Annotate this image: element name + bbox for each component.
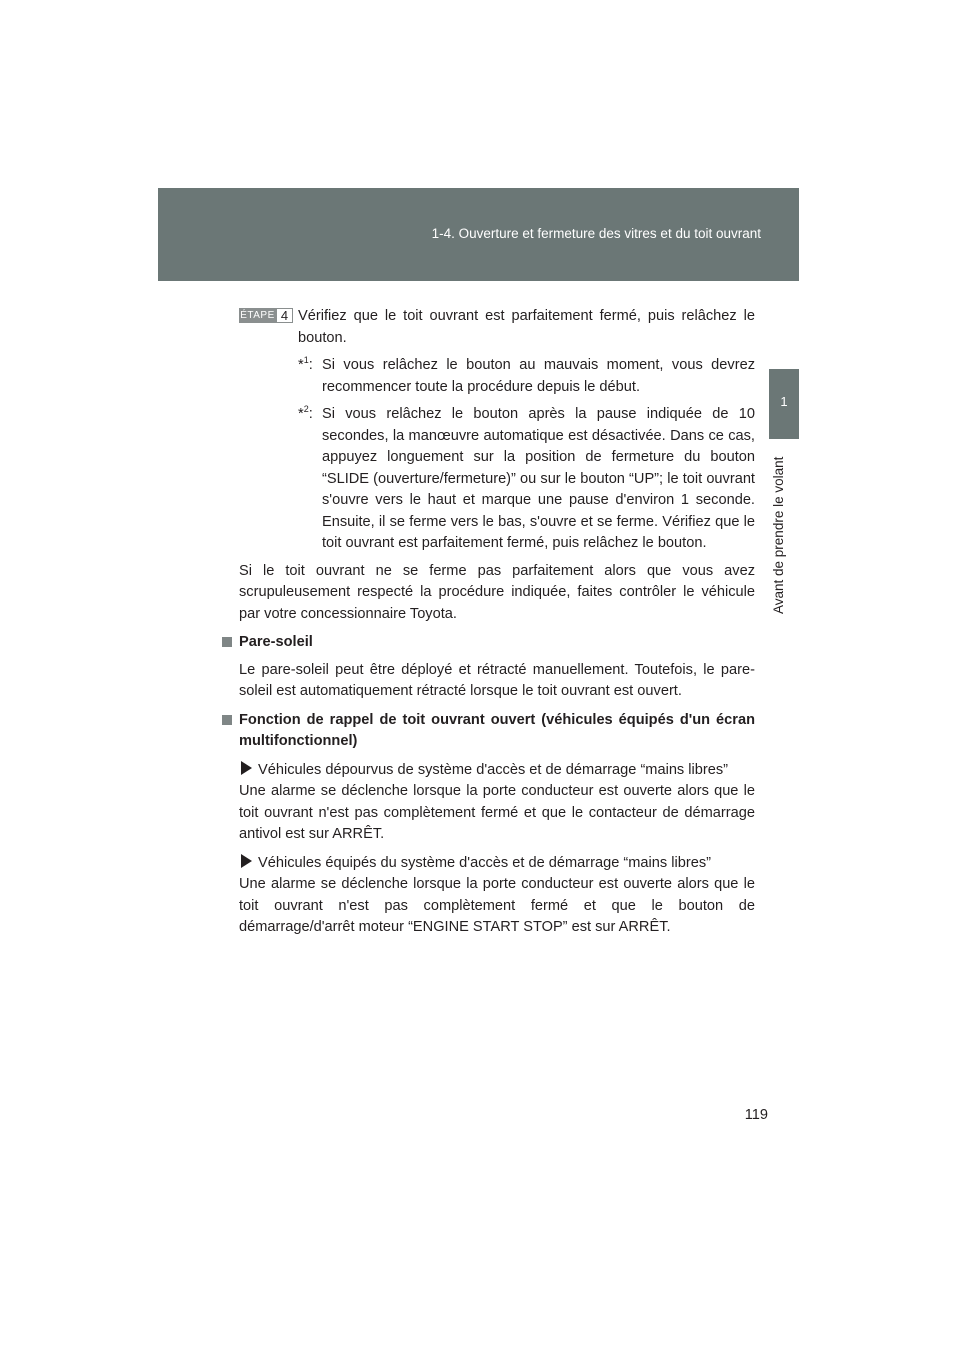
page-content — [239, 306, 755, 939]
chapter-tab: 1 — [769, 369, 799, 439]
chapter-header-band — [158, 188, 799, 281]
step-badge — [239, 308, 293, 323]
arrow-right-icon — [241, 854, 252, 868]
footnote-text: Si vous relâchez le bouton après la pause indiquée de 10 secondes, la manœuvre automatique est désactivée. Dans ce cas, appuyez longuement sur la position de fermeture du bouton “SLIDE (ouverture/fermeture)” ou sur le bouton “UP”; le toit ouvrant s'ouvre vers le haut et marque une pause d'environ 1 seconde. Ensuite, il se ferme vers le bas, s'ouvre et se ferme. Vérifiez que le toit ouvrant est parfaitement fermé, puis relâchez le bouton. — [322, 406, 755, 551]
section-body: Une alarme se déclenche lorsque la porte conducteur est ouverte alors que le toit ouvrant n'est pas complètement fermé et que le bouton de démarrage/d'arrêt moteur “ENGINE START STOP” est sur ARRÊT. — [239, 876, 755, 935]
step-badge-number: 4 — [276, 308, 293, 323]
footnote-mark: *$^1$: — [298, 355, 313, 373]
page-number: 119 — [744, 1107, 768, 1123]
step-4 — [239, 306, 755, 349]
section-title: 1-4. Ouverture et fermeture des vitres et du toit ouvrant — [431, 226, 761, 241]
square-bullet-icon — [222, 637, 232, 647]
step-badge-label: ÉTAPE — [240, 310, 275, 321]
vehicle-condition-label: Véhicules dépourvus de système d'accès et de démarrage “mains libres” — [239, 760, 755, 782]
arrow-right-icon — [241, 761, 252, 775]
chapter-label: Avant de prendre le volant — [771, 456, 786, 615]
section-heading-reminder: Fonction de rappel de toit ouvrant ouvert (véhicules équipés d'un écran multifonctionnel) — [222, 710, 755, 753]
side-tab-upper — [769, 188, 799, 281]
square-bullet-icon — [222, 715, 232, 725]
footnote-mark: *$^2$: — [298, 404, 313, 422]
section-body: Une alarme se déclenche lorsque la porte conducteur est ouverte alors que le toit ouvrant n'est pas complètement fermé et que le contacteur de démarrage antivol est sur ARRÊT. — [239, 783, 755, 842]
footnote-2 — [298, 404, 755, 555]
section-heading-pare-soleil: Pare-soleil — [222, 632, 755, 654]
vehicle-condition-label: Véhicules équipés du système d'accès et de démarrage “mains libres” — [239, 853, 755, 875]
section-body: Le pare-soleil peut être déployé et rétracté manuellement. Toutefois, le pare-soleil est automatiquement rétracté lorsque le toit ouvrant est ouvert. — [239, 661, 755, 699]
closing-paragraph: Si le toit ouvrant ne se ferme pas parfaitement alors que vous avez scrupuleusement respecté la procédure indiquée, faites contrôler le véhicule par votre concessionnaire Toyota. — [239, 562, 755, 622]
footnote-1 — [298, 355, 755, 398]
footnote-text: Si vous relâchez le bouton au mauvais moment, vous devrez recommencer toute la procédure depuis le début. — [322, 357, 755, 395]
step-text: Vérifiez que le toit ouvrant est parfaitement fermé, puis relâchez le bouton. — [298, 308, 755, 346]
